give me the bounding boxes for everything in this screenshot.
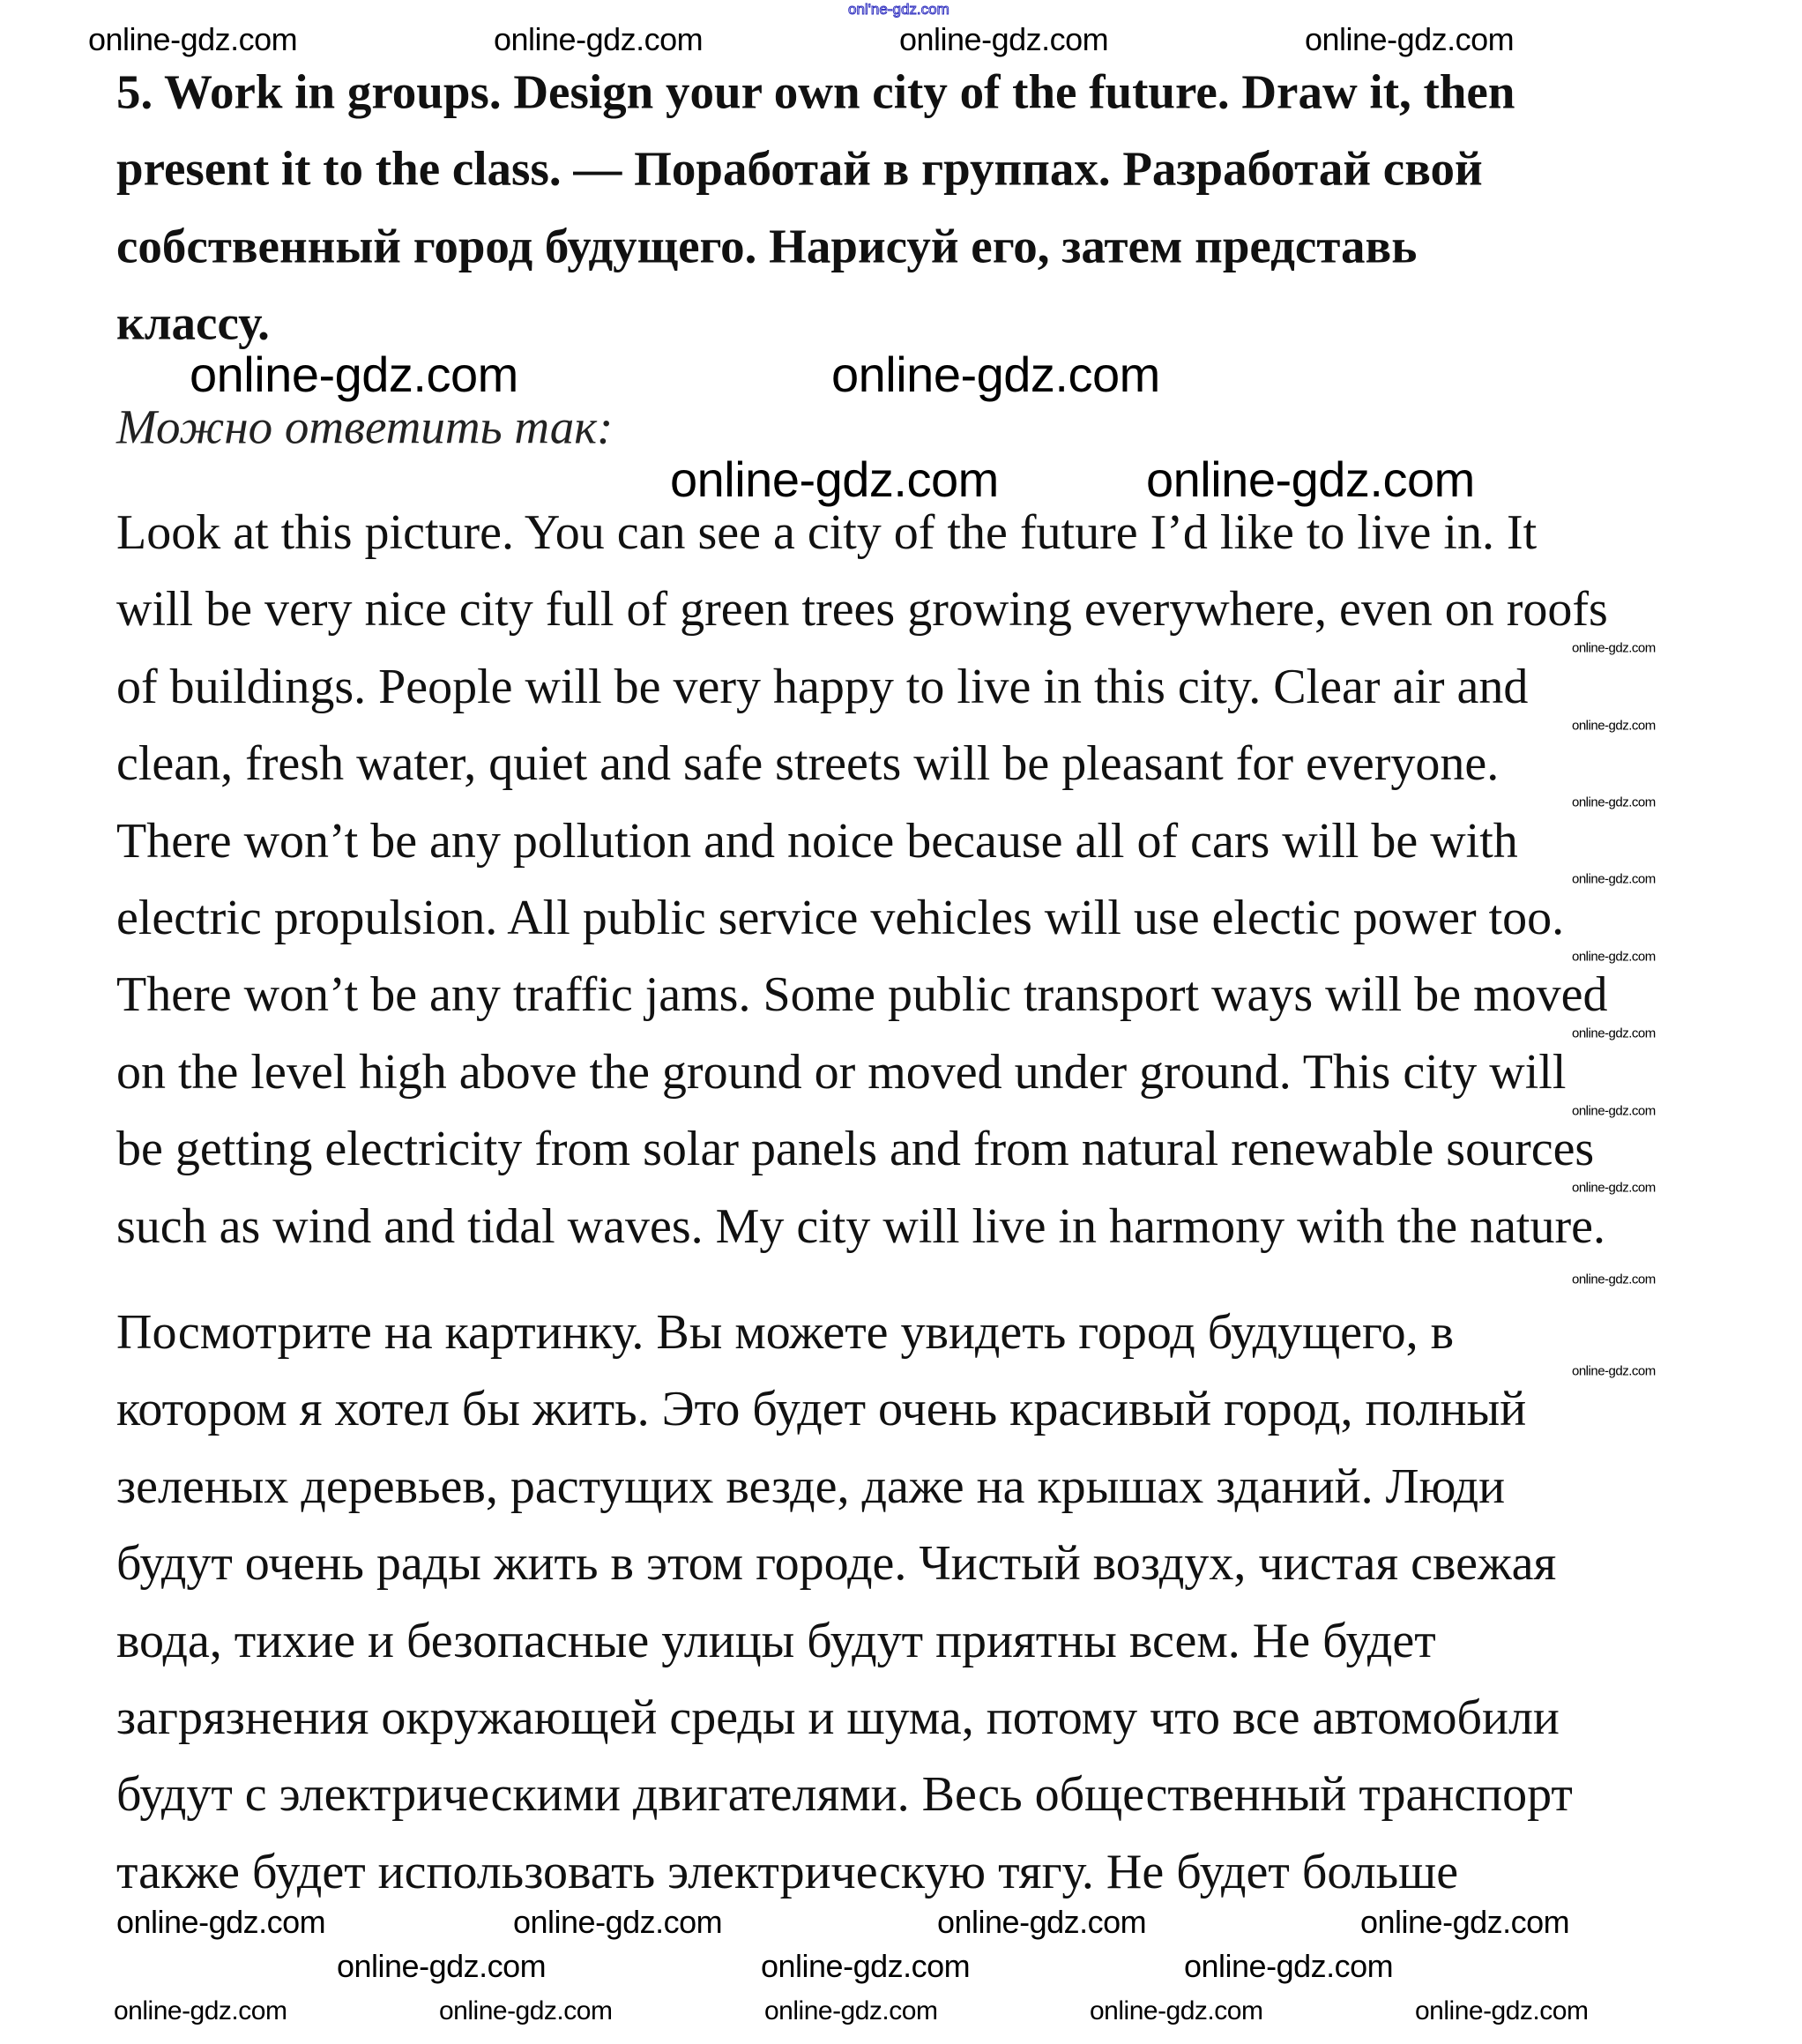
watermark: online-gdz.com [88,21,298,57]
watermark: online-gdz.com [831,347,1160,402]
english-text-line: such as wind and tidal waves. My city will live in harmony with the nature. [116,1198,1605,1254]
english-text-line: Look at this picture. You can see a city of the future I’d like to live in. It [116,505,1538,560]
russian-text-line: будут очень рады жить в этом городе. Чистый воздух, чистая свежая [116,1536,1557,1592]
task-heading-line: 5. Work in groups. Design your own city of the future. Draw it, then [116,64,1515,119]
russian-text-line: Посмотрите на картинку. Вы можете увидеть город будущего, в [116,1305,1455,1360]
task-heading-line: классу. [116,295,270,350]
watermark: online-gdz.com [494,21,704,57]
watermark: online-gdz.com [1572,1363,1656,1379]
russian-text-line: будут с электрическими двигателями. Весь общественный транспорт [116,1767,1573,1823]
task-heading-line: present it to the class. — Поработай в группах. Разработай свой [116,141,1483,196]
watermark: online-gdz.com [1146,451,1475,507]
watermark: online-gdz.com [1572,794,1656,810]
watermark: online-gdz.com [764,1996,938,2025]
english-text-line: There won’t be any pollution and noice because all of cars will be with [116,813,1518,869]
watermark: online-gdz.com [1305,21,1515,57]
watermark: online-gdz.com [1090,1996,1263,2025]
watermark: online-gdz.com [1360,1904,1570,1940]
watermark: online-gdz.com [1415,1996,1589,2025]
watermark: online-gdz.com [1184,1948,1394,1984]
watermark: online-gdz.com [1572,871,1656,887]
watermark: online-gdz.com [190,347,518,402]
english-text-line: clean, fresh water, quiet and safe streets will be pleasant for everyone. [116,736,1500,792]
top-watermark: onl'ne-gdz.com [848,1,949,18]
watermark: online-gdz.com [1572,1026,1656,1041]
watermark: online-gdz.com [670,451,999,507]
watermark: online-gdz.com [761,1948,971,1984]
english-text-line: on the level high above the ground or moved under ground. This city will [116,1044,1567,1100]
watermark: online-gdz.com [513,1904,723,1940]
english-text-line: electric propulsion. All public service vehicles will use electic power too. [116,891,1565,945]
russian-text-line: также будет использовать электрическую тягу. Не будет больше [116,1844,1459,1899]
watermark: online-gdz.com [899,21,1109,57]
watermark: online-gdz.com [1572,1272,1656,1287]
watermark: online-gdz.com [1572,640,1656,656]
english-text-line: There won’t be any traffic jams. Some public transport ways will be moved [116,967,1608,1023]
english-text-line: be getting electricity from solar panels and from natural renewable sources [116,1122,1595,1177]
watermark: online-gdz.com [937,1904,1147,1940]
watermark: online-gdz.com [1572,1180,1656,1196]
watermark: online-gdz.com [1572,718,1656,733]
russian-text-line: вода, тихие и безопасные улицы будут приятны всем. Не будет [116,1613,1436,1668]
answer-intro: Можно ответить так: [116,399,614,454]
russian-text-line: зеленых деревьев, растущих везде, даже на крышах зданий. Люди [116,1458,1506,1514]
russian-text-line: котором я хотел бы жить. Это будет очень красивый город, полный [116,1382,1527,1437]
watermark: online-gdz.com [1572,1103,1656,1118]
watermark: online-gdz.com [116,1904,326,1940]
english-text-line: of buildings. People will be very happy to live in this city. Clear air and [116,659,1529,714]
watermark: online-gdz.com [1572,949,1656,965]
watermark: online-gdz.com [439,1996,613,2025]
english-text-line: will be very nice city full of green trees growing everywhere, even on roofs [116,582,1608,638]
task-heading-line: собственный город будущего. Нарисуй его, затем представь [116,219,1418,273]
russian-text-line: загрязнения окружающей среды и шума, потому что все автомобили [116,1690,1560,1745]
watermark: online-gdz.com [337,1948,547,1984]
watermark: online-gdz.com [114,1996,287,2025]
